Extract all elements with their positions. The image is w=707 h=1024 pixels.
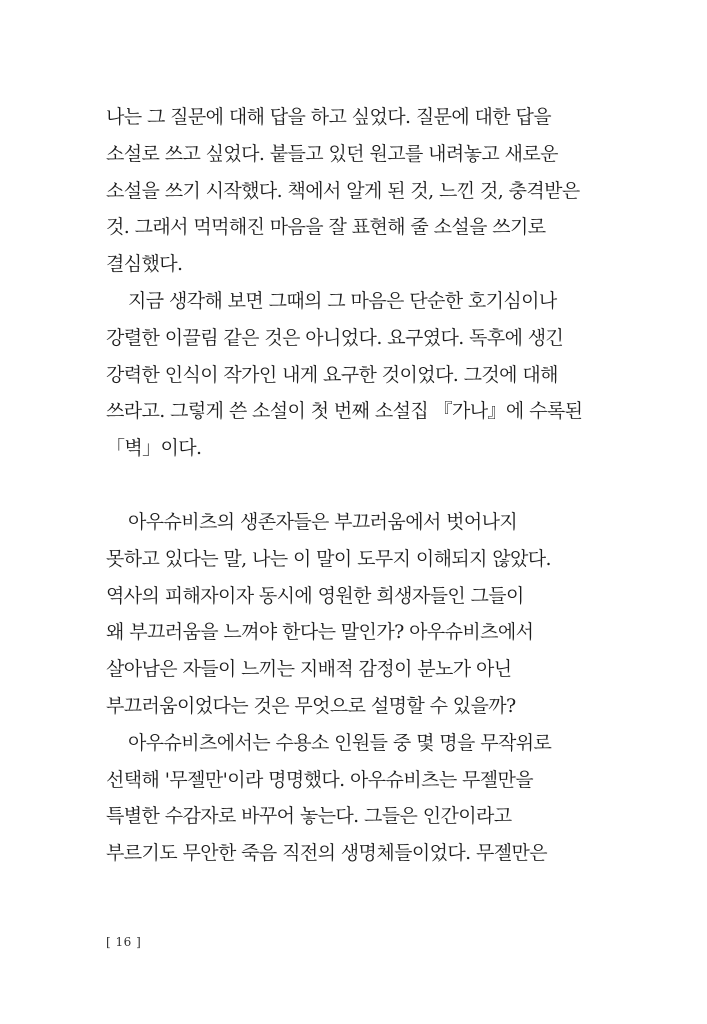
text-line: 아우슈비츠에서는 수용소 인원들 중 몇 명을 무작위로: [128, 731, 552, 754]
text-line: 것. 그래서 먹먹해진 마음을 잘 표현해 줄 소설을 쓰기로: [106, 216, 546, 239]
text-line: 못하고 있다는 말, 나는 이 말이 도무지 이해되지 않았다.: [106, 547, 551, 570]
text-line: 선택해 '무젤만'이라 명명했다. 아우슈비츠는 무젤만을: [106, 768, 534, 791]
text-line: 지금 생각해 보면 그때의 그 마음은 단순한 호기심이나: [128, 289, 557, 312]
text-line: 특별한 수감자로 바꾸어 놓는다. 그들은 인간이라고: [106, 805, 512, 828]
text-line: 살아남은 자들이 느끼는 지배적 감정이 분노가 아닌: [106, 658, 512, 681]
page-number: [ 16 ]: [106, 935, 142, 949]
text-line: 부끄러움이었다는 것은 무엇으로 설명할 수 있을까?: [106, 694, 516, 717]
text-line: 「벽」이다.: [106, 437, 202, 460]
text-line: 나는 그 질문에 대해 답을 하고 싶었다. 질문에 대한 답을: [106, 106, 551, 128]
text-line: 강력한 인식이 작가인 내게 요구한 것이었다. 그것에 대해: [106, 363, 558, 386]
text-line: 왜 부끄러움을 느껴야 한다는 말인가? 아우슈비츠에서: [106, 621, 534, 644]
text-block-2: [106, 504, 596, 872]
text-line: 부르기도 무안한 죽음 직전의 생명체들이었다. 무젤만은: [106, 842, 547, 865]
text-line: 소설로 쓰고 싶었다. 붙들고 있던 원고를 내려놓고 새로운: [106, 142, 558, 165]
text-line: 아우슈비츠의 생존자들은 부끄러움에서 벗어나지: [128, 511, 518, 533]
text-line: 소설을 쓰기 시작했다. 책에서 알게 된 것, 느낀 것, 충격받은: [106, 179, 580, 202]
text-line: 쓰라고. 그렇게 쓴 소설이 첫 번째 소설집 『가나』에 수록된: [106, 400, 583, 423]
text-block-1: [106, 99, 596, 467]
text-line: 역사의 피해자이자 동시에 영원한 희생자들인 그들이: [106, 584, 524, 607]
text-line: 결심했다.: [106, 253, 183, 276]
text-line: 강렬한 이끌림 같은 것은 아니었다. 요구였다. 독후에 생긴: [106, 326, 564, 349]
